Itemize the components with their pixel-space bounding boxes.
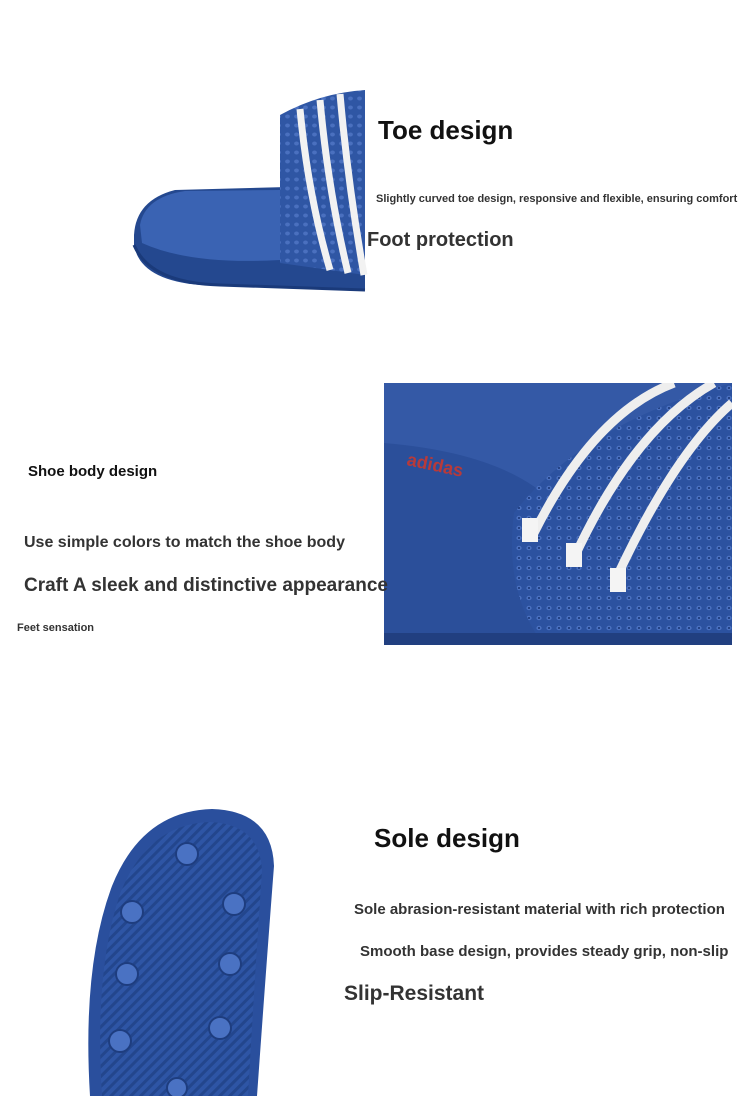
sole-design-title: Sole design [374,823,520,853]
slip-resistant-subtitle: Slip-Resistant [344,982,485,1005]
shoe-body-line-1: Use simple colors to match the shoe body [24,534,345,551]
sole-line-1: Sole abrasion-resistant material with rich protection [354,901,725,918]
toe-slide-image [130,85,370,295]
toe-design-description: Slightly curved toe design, responsive and flexible, ensuring comfort [376,193,738,205]
feet-sensation-note: Feet sensation [17,622,95,634]
toe-design-title: Toe design [378,115,514,145]
svg-text:adidas: adidas [405,449,466,481]
shoe-body-line-2: Craft A sleek and distinctive appearance [24,575,388,596]
sole-line-2: Smooth base design, provides steady grip, non-slip [360,943,729,960]
foot-protection-subtitle: Foot protection [367,229,514,251]
shoe-body-design-title: Shoe body design [28,463,158,480]
strap-closeup-image [384,383,732,645]
sole-tread-image [82,806,282,1096]
